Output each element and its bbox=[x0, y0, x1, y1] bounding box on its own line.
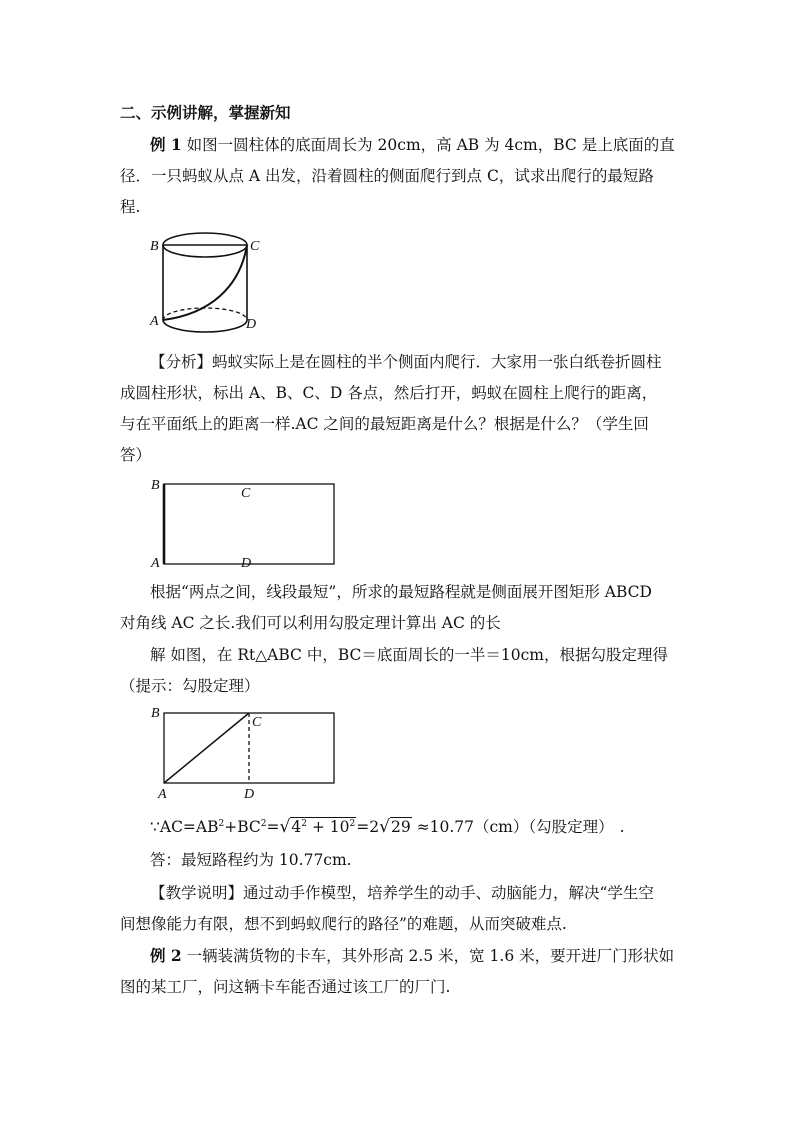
figure2-label-b: B bbox=[151, 478, 160, 493]
figure1-label-a: A bbox=[150, 314, 159, 329]
solution-line2: （提示：勾股定理） bbox=[120, 677, 260, 695]
radicand-b: 29 bbox=[390, 818, 411, 836]
teaching-note-line2: 间想像能力有限，想不到蚂蚁爬行的路径”的难题，从而突破难点. bbox=[120, 915, 567, 933]
because-symbol: ∵ bbox=[150, 818, 160, 836]
diagonal-rectangle-figure bbox=[148, 702, 343, 802]
reasoning-line2: 对角线 AC 之长.我们可以利用勾股定理计算出 AC 的长 bbox=[120, 614, 501, 632]
figure3-label-b: B bbox=[151, 706, 160, 721]
pythagoras-formula: $\because AC=AB^2+BC^2=√4^2 + 10^2=2√29 \approx 10.77(cm)$（勾股定理） . bbox=[150, 817, 625, 837]
diagonal-ac bbox=[164, 713, 249, 783]
example2-line1 bbox=[150, 946, 674, 966]
analysis-line1: 【分析】蚂蚁实际上是在圆柱的半个侧面内爬行．大家用一张白纸卷折圆柱 bbox=[150, 353, 662, 371]
formula-plus: +BC bbox=[224, 818, 261, 836]
figure1-label-d: D bbox=[246, 317, 257, 332]
sqrt-1: $√4^2 + 10^2$ bbox=[279, 817, 356, 837]
example1-text-line2: 径．一只蚂蚁从点 A 出发，沿着圆柱的侧面爬行到点 C，试求出爬行的最短路 bbox=[120, 167, 654, 185]
section-heading: 二、示例讲解，掌握新知 bbox=[120, 103, 291, 122]
example1-text-line3: 程. bbox=[120, 198, 141, 216]
solution-line1: 解 如图，在 Rt△ABC 中，BC＝底面周长的一半＝10cm，根据勾股定理得 bbox=[150, 646, 668, 664]
example1-text-line1: 如图一圆柱体的底面周长为 20cm，高 AB 为 4cm，BC 是上底面的直 bbox=[181, 136, 675, 154]
formula-lhs: AC=AB bbox=[159, 818, 219, 836]
figure2-label-a: A bbox=[151, 556, 160, 571]
reasoning-line1: 根据“两点之间，线段最短”，所求的最短路程就是侧面展开图矩形 ABCD bbox=[150, 583, 652, 601]
analysis-line2: 成圆柱形状，标出 A、B、C、D 各点，然后打开，蚂蚁在圆柱上爬行的距离， bbox=[120, 384, 658, 402]
figure1-label-c: C bbox=[250, 239, 260, 254]
figure2-label-d: D bbox=[241, 556, 252, 571]
radicand-a: 4 bbox=[291, 818, 302, 836]
figure3-label-d: D bbox=[244, 787, 255, 802]
example2-text-line1: 一辆装满货物的卡车，其外形高 2.5 米，宽 1.6 米，要开进厂门形状如 bbox=[181, 947, 675, 965]
cylinder-figure bbox=[150, 232, 270, 337]
example2-label: 例 2 bbox=[150, 946, 182, 965]
cylinder-bottom-front-arc bbox=[163, 320, 247, 332]
analysis-line3: 与在平面纸上的距离一样.AC 之间的最短距离是什么？根据是什么？（学生回 bbox=[120, 415, 649, 433]
formula-eq: = bbox=[266, 818, 280, 836]
example2-text-line2: 图的某工厂，问这辆卡车能否通过该工厂的厂门. bbox=[120, 978, 451, 996]
figure2-label-c: C bbox=[241, 486, 251, 501]
formula-approx: ≈10.77（cm）（勾股定理） bbox=[411, 818, 614, 836]
radicand-plus: + 10 bbox=[306, 818, 350, 836]
analysis-line4: 答） bbox=[120, 446, 152, 464]
formula-end: . bbox=[619, 818, 625, 836]
teaching-note-line1: 【教学说明】通过动手作模型，培养学生的动手、动脑能力，解决“学生空 bbox=[150, 884, 654, 902]
formula-eq2: =2 bbox=[356, 818, 380, 836]
figure3-label-c: C bbox=[252, 715, 262, 730]
figure1-label-b: B bbox=[150, 239, 159, 254]
example1-label: 例 1 bbox=[150, 135, 182, 154]
example1-line1 bbox=[150, 135, 675, 155]
figure3-label-a: A bbox=[158, 787, 167, 802]
answer-line: 答：最短路程约为 10.77cm. bbox=[150, 851, 352, 869]
sqrt-2: √29 bbox=[379, 817, 411, 837]
unfolded-rectangle-figure bbox=[148, 473, 343, 573]
